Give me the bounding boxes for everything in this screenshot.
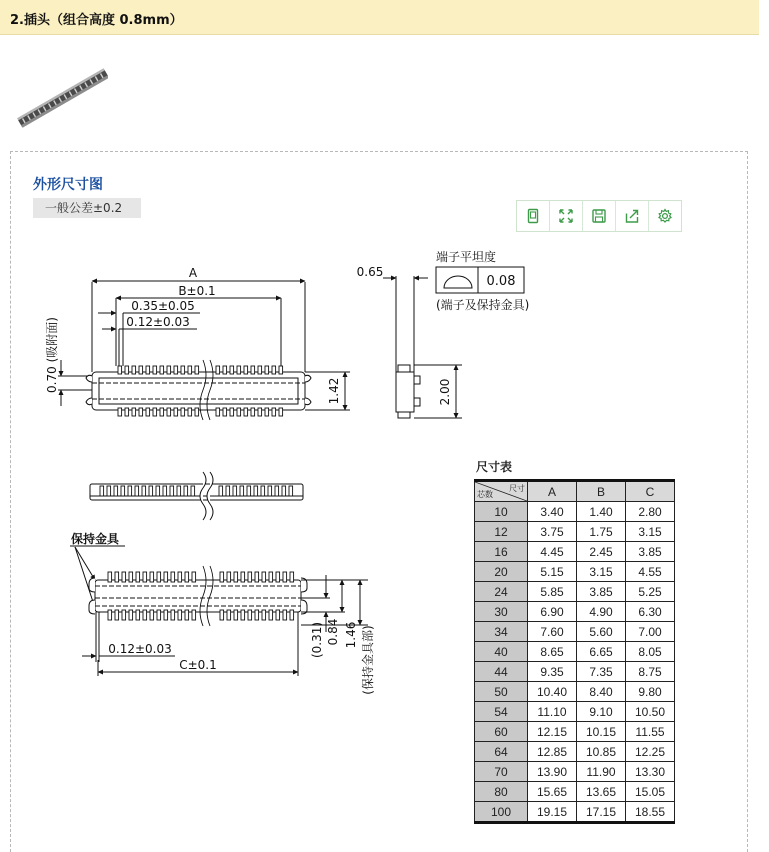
cell-b: 6.65 (577, 642, 626, 662)
cell-a: 5.85 (528, 582, 577, 602)
corner-bottom-label: 芯数 (477, 490, 493, 499)
cell-b: 5.60 (577, 622, 626, 642)
cell-cores: 40 (475, 642, 528, 662)
cell-cores: 16 (475, 542, 528, 562)
settings-button[interactable] (649, 201, 681, 231)
dim-a-label: A (188, 266, 198, 280)
col-header-a: A (528, 481, 577, 502)
table-row (475, 542, 675, 562)
cell-b: 11.90 (577, 762, 626, 782)
cell-c: 15.05 (626, 782, 675, 802)
table-row (475, 742, 675, 762)
cell-a: 7.60 (528, 622, 577, 642)
table-row (475, 622, 675, 642)
cell-b: 2.45 (577, 542, 626, 562)
table-row (475, 582, 675, 602)
dim-200-label: 2.00 (438, 378, 452, 406)
cell-a: 8.65 (528, 642, 577, 662)
cell-cores: 24 (475, 582, 528, 602)
table-row (475, 662, 675, 682)
cell-c: 8.05 (626, 642, 675, 662)
flatness-value: 0.08 (486, 274, 516, 289)
flatness-title: 端子平坦度 (436, 250, 497, 264)
cell-a: 11.10 (528, 702, 577, 722)
cell-c: 8.75 (626, 662, 675, 682)
cell-a: 4.45 (528, 542, 577, 562)
cell-cores: 12 (475, 522, 528, 542)
save-icon (591, 208, 607, 224)
dim-pitch-label: 0.35±0.05 (131, 299, 195, 313)
table-row (475, 802, 675, 823)
cell-c: 5.25 (626, 582, 675, 602)
gear-icon (657, 208, 673, 224)
size-table-header-row (475, 481, 675, 502)
page-icon (525, 208, 541, 224)
dim-146-note: (保持金具部) (361, 625, 375, 695)
cell-c: 4.55 (626, 562, 675, 582)
cell-b: 9.10 (577, 702, 626, 722)
cell-a: 3.75 (528, 522, 577, 542)
cell-b: 10.85 (577, 742, 626, 762)
share-icon (624, 208, 640, 224)
size-table-corner (475, 481, 528, 502)
dim-lead2-label: 0.12±0.03 (108, 642, 172, 656)
cell-a: 15.65 (528, 782, 577, 802)
cell-b: 3.15 (577, 562, 626, 582)
table-row (475, 782, 675, 802)
cell-a: 9.35 (528, 662, 577, 682)
cell-cores: 30 (475, 602, 528, 622)
cell-b: 7.35 (577, 662, 626, 682)
cell-c: 9.80 (626, 682, 675, 702)
cell-b: 1.40 (577, 502, 626, 522)
page-title: 2.插头（组合高度 0.8mm） (10, 13, 183, 28)
retainer-label: 保持金具 (71, 532, 120, 546)
corner-top-label: 尺寸 (509, 484, 525, 493)
table-row (475, 682, 675, 702)
cell-c: 10.50 (626, 702, 675, 722)
dim-146-label: 1.46 (344, 621, 358, 649)
cell-a: 5.15 (528, 562, 577, 582)
cell-b: 10.15 (577, 722, 626, 742)
cell-cores: 10 (475, 502, 528, 522)
cell-a: 12.15 (528, 722, 577, 742)
cell-b: 4.90 (577, 602, 626, 622)
cell-b: 17.15 (577, 802, 626, 823)
cell-c: 18.55 (626, 802, 675, 823)
dim-c-label: C±0.1 (179, 658, 217, 672)
cell-cores: 70 (475, 762, 528, 782)
cell-a: 19.15 (528, 802, 577, 823)
cell-b: 1.75 (577, 522, 626, 542)
table-row (475, 522, 675, 542)
dim-084-label: 0.84 (326, 618, 340, 646)
cell-c: 3.15 (626, 522, 675, 542)
cell-cores: 100 (475, 802, 528, 823)
cell-cores: 60 (475, 722, 528, 742)
cell-c: 12.25 (626, 742, 675, 762)
cell-b: 8.40 (577, 682, 626, 702)
cell-a: 3.40 (528, 502, 577, 522)
header-bar (0, 0, 759, 35)
dim-lead-label: 0.12±0.03 (126, 315, 190, 329)
dim-142-label: 1.42 (327, 377, 341, 405)
share-button[interactable] (616, 201, 649, 231)
dim-070-label: 0.70 (吸附面) (45, 317, 59, 393)
drawing-toolbar (516, 200, 682, 232)
table-row (475, 722, 675, 742)
dim-b-label: B±0.1 (178, 284, 216, 298)
col-header-c: C (626, 481, 675, 502)
cell-a: 12.85 (528, 742, 577, 762)
cell-cores: 54 (475, 702, 528, 722)
cell-c: 3.85 (626, 542, 675, 562)
cell-c: 11.55 (626, 722, 675, 742)
connector-product-image (12, 64, 108, 130)
page-button[interactable] (517, 201, 550, 231)
size-table (474, 479, 675, 824)
cell-c: 2.80 (626, 502, 675, 522)
cell-a: 13.90 (528, 762, 577, 782)
cell-cores: 50 (475, 682, 528, 702)
table-row (475, 702, 675, 722)
cell-cores: 34 (475, 622, 528, 642)
cell-a: 10.40 (528, 682, 577, 702)
save-button[interactable] (583, 201, 616, 231)
cell-c: 7.00 (626, 622, 675, 642)
expand-button[interactable] (550, 201, 583, 231)
table-row (475, 602, 675, 622)
tolerance-note: 一般公差±0.2 (33, 198, 141, 218)
section-title: 外形尺寸图 (33, 177, 103, 193)
cell-cores: 80 (475, 782, 528, 802)
table-row (475, 762, 675, 782)
cell-cores: 44 (475, 662, 528, 682)
cell-cores: 20 (475, 562, 528, 582)
cell-b: 13.65 (577, 782, 626, 802)
cell-c: 6.30 (626, 602, 675, 622)
expand-icon (558, 208, 574, 224)
dim-031-label: (0.31) (310, 621, 324, 659)
flatness-note: (端子及保持金具) (436, 298, 530, 312)
col-header-b: B (577, 481, 626, 502)
table-row (475, 502, 675, 522)
size-table-title: 尺寸表 (476, 460, 513, 474)
table-row (475, 562, 675, 582)
table-row (475, 642, 675, 662)
cell-a: 6.90 (528, 602, 577, 622)
cell-cores: 64 (475, 742, 528, 762)
dim-065-label: 0.65 (356, 265, 384, 279)
cell-c: 13.30 (626, 762, 675, 782)
cell-b: 3.85 (577, 582, 626, 602)
